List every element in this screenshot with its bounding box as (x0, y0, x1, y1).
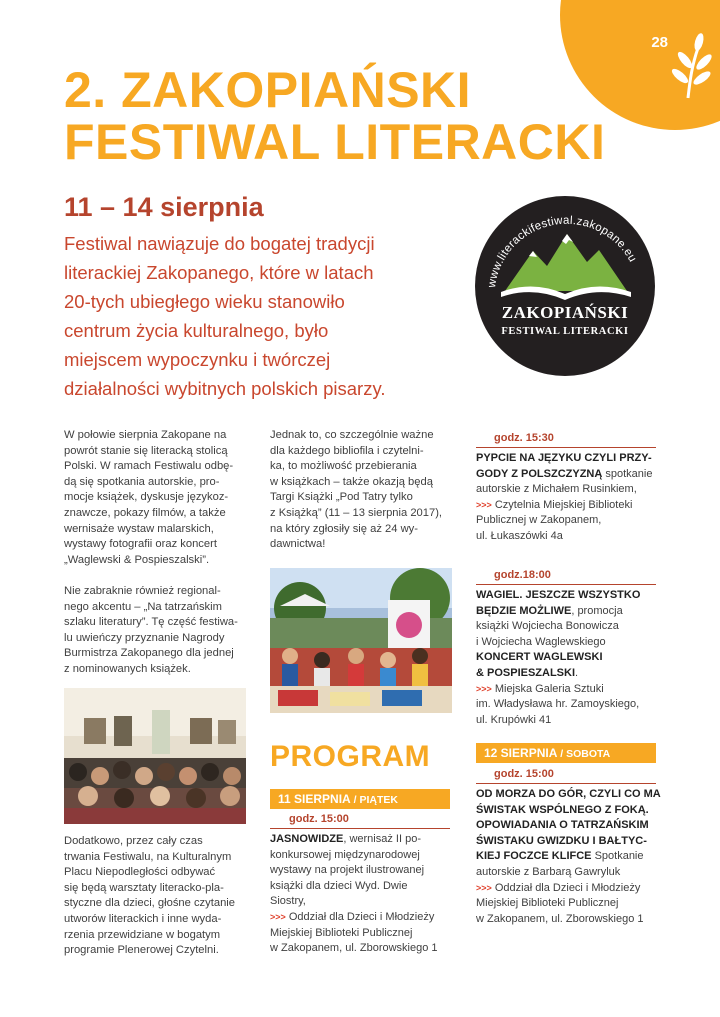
text-line: „Waglewski & Pospieszalski”. (64, 553, 210, 566)
divider (270, 828, 450, 829)
divider (476, 584, 656, 585)
event-jasnowidze (270, 832, 438, 957)
event-title: WAGIEL. JESZCZE WSZYSTKO (476, 589, 641, 601)
event-place: Oddział dla Dzieci i Młodzieży (491, 881, 641, 894)
event-title: ŚWISTAKU GWIZDKU I BAŁTYC- (476, 834, 647, 847)
arrow-icon: >>> (476, 499, 492, 510)
event-text: autorskie z Barbarą Gawryluk (476, 865, 621, 878)
event-wagiel (476, 588, 640, 728)
event-time: godz. 15:30 (494, 432, 554, 444)
event-text: konkursowej międzynarodowej (270, 848, 420, 861)
title-line-1: 2. ZAKOPIAŃSKI (64, 62, 472, 118)
day-header-11 (270, 789, 450, 809)
lead-line: centrum życia kulturalnego, było (64, 320, 329, 341)
event-title: KIEJ FOCZCE KLIFCE (476, 850, 592, 863)
event-text: spotkanie (602, 467, 653, 480)
logo-name: ZAKOPIAŃSKI (501, 303, 629, 322)
event-time: godz. 15:00 (289, 813, 349, 825)
lead-paragraph (64, 229, 474, 403)
text-line: się będą warsztaty literacko-pla- (64, 881, 224, 894)
text-line: lu uwieńczy przyznanie Nagrody (64, 631, 225, 644)
festival-dates: 11 – 14 sierpnia (64, 192, 264, 222)
event-time: godz.18:00 (494, 569, 551, 581)
text-line: W połowie sierpnia Zakopane na (64, 429, 227, 441)
arrow-icon: >>> (476, 882, 492, 893)
day-date: 11 SIERPNIA (278, 792, 351, 806)
event-place: Miejskiej Biblioteki Publicznej (476, 897, 619, 910)
event-text: . (575, 666, 579, 679)
divider (476, 783, 656, 784)
intro-column-2 (270, 428, 442, 553)
text-line: ka, to możliwość przebierania (270, 460, 417, 473)
logo-graphic (475, 196, 655, 376)
day-header-12 (476, 743, 656, 763)
event-title: GODY Z POLSZCZYZNĄ (476, 467, 603, 480)
text-line: znawcze, pokazy filmów, a także (64, 506, 226, 519)
event-text: wystawy na projekt ilustrowanej (270, 864, 425, 877)
event-place: w Zakopanem, ul. Zborowskiego 1 (476, 912, 644, 925)
intro-column-1-bottom (64, 834, 235, 959)
page-number: 28 (651, 34, 668, 51)
event-title: & POSPIESZALSKI (476, 666, 576, 679)
text-line: dą się spotkania autorskie, pro- (64, 475, 220, 488)
event-text: Spotkanie (591, 850, 644, 863)
text-line: programie Plenerowej Czytelni. (64, 944, 219, 957)
text-line: z Książką” (11 – 13 sierpnia 2017), (270, 506, 443, 519)
event-text: i Wojciecha Waglewskiego (476, 635, 606, 648)
page-title (64, 64, 605, 168)
arrow-icon: >>> (476, 683, 492, 694)
text-line: mocje książek, dyskusje językoz- (64, 491, 229, 504)
event-text: autorskie z Michałem Rusinkiem, (476, 483, 637, 496)
event-title: ŚWISTAK WSPÓLNEGO Z FOKĄ. (476, 803, 649, 816)
text-line: rzenia przewidziane w bogatym (64, 928, 221, 941)
text-line: wystawy fotografii oraz koncert (64, 538, 217, 551)
day-separator: / (350, 794, 360, 806)
event-place: Publicznej w Zakopanem, (476, 514, 602, 527)
event-place: Oddział dla Dzieci i Młodzieży (285, 910, 435, 923)
event-od-morza (476, 787, 661, 927)
text-line: szlaku literatury”. Tę część festiwa- (64, 616, 238, 629)
event-place: Miejskiej Biblioteki Publicznej (270, 926, 413, 939)
event-place: Miejska Galeria Sztuki (491, 682, 604, 695)
text-line: na który zgłosiły się aż 24 wy- (270, 522, 418, 535)
text-line: Targi Książki „Pod Tatry tylko (270, 491, 413, 504)
text-line: wernisaże wystaw malarskich, (64, 522, 214, 535)
day-weekday: SOBOTA (566, 748, 611, 760)
text-line: Burmistrza Zakopanego dla jednej (64, 647, 234, 660)
event-title: JASNOWIDZE (270, 833, 344, 845)
divider (476, 447, 656, 448)
event-pypcie (476, 451, 652, 545)
photo-outdoor-reading (270, 568, 452, 713)
title-line-2: FESTIWAL LITERACKI (64, 114, 606, 170)
event-text: książki Wojciecha Bonowicza (476, 620, 619, 633)
lead-line: miejscem wypoczynku i twórczej (64, 349, 331, 370)
text-line: Nie zabraknie również regional- (64, 584, 221, 597)
lead-line: 20-tych ubiegłego wieku stanowiło (64, 291, 345, 312)
text-line: w książkach – także okazją będą (270, 475, 433, 488)
day-separator: / (557, 748, 567, 760)
text-line: dawnictwa! (270, 538, 326, 551)
program-heading: PROGRAM (270, 740, 431, 773)
text-line: Jednak to, co szczególnie ważne (270, 429, 434, 441)
event-place: ul. Krupówki 41 (476, 713, 552, 726)
text-line: nego akcentu – „Na tatrzańskim (64, 600, 222, 613)
logo-subtitle: FESTIWAL LITERACKI (501, 326, 629, 337)
text-line: styczne dla dzieci, głośne czytanie (64, 897, 236, 910)
intro-column-1 (64, 428, 238, 678)
text-line: utworów literackich i inne wyda- (64, 912, 222, 925)
logo-url-text: www.literackifestiwal.zakopane.eu (485, 214, 639, 289)
event-text: książki dla dzieci Wyd. Dwie (270, 879, 408, 892)
lead-line: Festiwal nawiązuje do bogatej tradycji (64, 233, 375, 254)
event-time: godz. 15:00 (494, 768, 554, 780)
day-weekday: PIĄTEK (359, 794, 398, 806)
text-line: Placu Niepodległości odbywać (64, 866, 216, 879)
text-line: powrót stanie się literacką stolicą (64, 444, 228, 457)
text-line: z nominowanych książek. (64, 662, 191, 675)
event-title: OPOWIADANIA O TATRZAŃSKIM (476, 819, 649, 832)
event-place: Czytelnia Miejskiej Biblioteki (491, 498, 633, 511)
wheat-icon (668, 30, 714, 100)
text-line: dla każdego bibliofila i czytelni- (270, 444, 424, 457)
text-line: Dodatkowo, przez cały czas (64, 835, 203, 847)
event-title: BĘDZIE MOŻLIWE (476, 604, 572, 617)
lead-line: literackiej Zakopanego, które w latach (64, 262, 374, 283)
arrow-icon: >>> (270, 911, 286, 922)
event-title: PYPCIE NA JĘZYKU CZYLI PRZY- (476, 452, 652, 464)
event-place: ul. Łukaszówki 4a (476, 529, 563, 542)
event-text: , promocja (571, 604, 623, 617)
event-text: Siostry, (270, 895, 306, 908)
event-title: OD MORZA DO GÓR, CZYLI CO MA (476, 788, 661, 800)
event-title: KONCERT WAGLEWSKI (476, 651, 603, 664)
text-line: trwania Festiwalu, na Kulturalnym (64, 850, 232, 863)
photo-gallery-event (64, 688, 246, 824)
event-text: , wernisaż II po- (343, 833, 421, 845)
event-place: w Zakopanem, ul. Zborowskiego 1 (270, 942, 438, 955)
day-date: 12 SIERPNIA (484, 746, 558, 760)
lead-line: działalności wybitnych polskich pisarzy. (64, 378, 386, 399)
event-place: im. Władysława hr. Zamoyskiego, (476, 698, 640, 711)
text-line: Polski. W ramach Festiwalu odbę- (64, 460, 234, 473)
festival-logo (475, 196, 655, 376)
